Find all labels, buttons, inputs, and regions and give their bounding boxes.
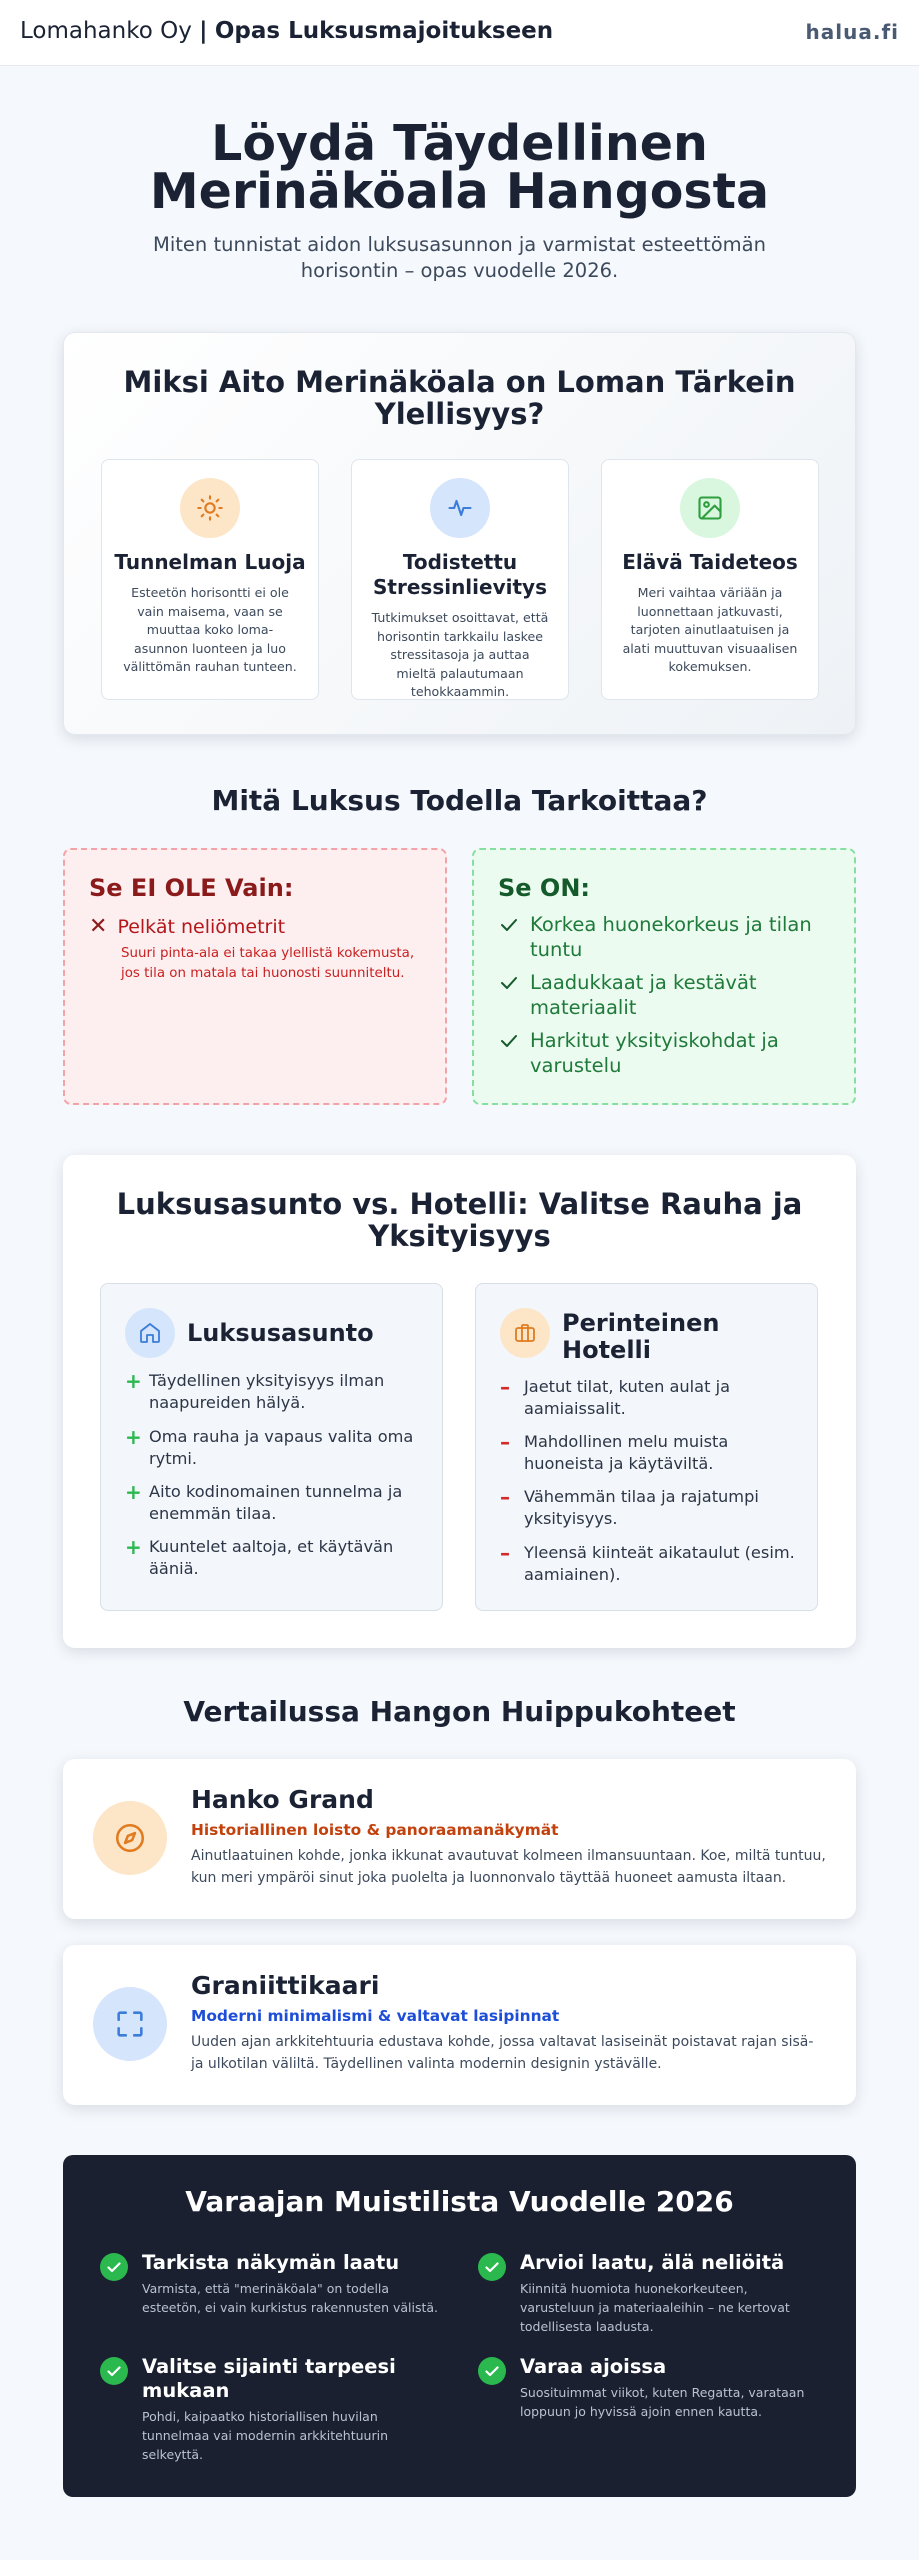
compass-icon <box>93 1801 167 1875</box>
briefcase-icon <box>500 1308 550 1358</box>
close-icon: ✕ <box>89 914 108 939</box>
feature-text: Esteetön horisontti ei ole vain maisema, vaan se muuttaa koko loma-asunnon luonteen ja luo välittömän rauhan tunteen. <box>123 585 297 674</box>
checklist-item <box>478 2251 818 2336</box>
company-name: Lomahanko Oy <box>20 18 192 44</box>
checklist-item <box>100 2355 440 2464</box>
pro-item <box>125 1370 424 1414</box>
sun-icon <box>180 478 240 538</box>
is-item-label: Harkitut yksityiskohdat ja varustelu <box>530 1029 779 1077</box>
pro-item-label: Aito kodinomainen tunnelma ja enemmän tilaa. <box>149 1482 403 1523</box>
destinations-title: Vertailussa Hangon Huippukohteet <box>183 1695 736 1728</box>
hero-subtitle: Miten tunnistat aidon luksusasunnon ja varmistat esteettömän horisontin – opas vuodelle 2026. <box>153 233 766 282</box>
checklist-item <box>478 2355 818 2421</box>
hero-title-line2: Merinäköala Hangosta <box>149 163 770 220</box>
feature-title: Todistettu Stressinlievitys <box>373 550 547 599</box>
feature-card <box>101 459 319 700</box>
hotel-title: Perinteinen Hotelli <box>562 1309 720 1364</box>
home-icon <box>125 1308 175 1358</box>
feature-title: Tunnelman Luoja <box>114 550 306 574</box>
hero-title <box>60 115 859 220</box>
plus-icon: + <box>125 1480 142 1504</box>
is-not-item <box>89 914 285 939</box>
is-item-label: Laadukkaat ja kestävät materiaalit <box>530 971 757 1019</box>
con-item-label: Vähemmän tilaa ja rajatumpi yksityisyys. <box>524 1487 759 1528</box>
is-not-title: Se EI OLE Vain: <box>89 874 294 902</box>
feature-text: Meri vaihtaa väriään ja luonnettaan jatkuvasti, tarjoten ainutlaatuisen ja alati muuttuvan visuaalisen kokemuksen. <box>622 585 798 674</box>
checklist-item-text: Varmista, että "merinäköala" on todella esteetön, ei vain kurkistus rakennusten välistä. <box>142 2281 439 2315</box>
image-icon <box>680 478 740 538</box>
is-item-label: Korkea huonekorkeus ja tilan tuntu <box>530 913 812 961</box>
check-icon <box>500 976 518 990</box>
check-icon <box>500 1034 518 1048</box>
hero-title-line1: Löydä Täydellinen <box>211 115 708 172</box>
expand-icon <box>93 1987 167 2061</box>
destination-card[interactable] <box>63 1759 856 1919</box>
minus-icon: – <box>500 1375 510 1399</box>
plus-icon: + <box>125 1369 142 1393</box>
pro-item-label: Kuuntelet aaltoja, et käytävän ääniä. <box>149 1537 394 1578</box>
con-item-label: Jaetut tilat, kuten aulat ja aamiaissalit. <box>524 1377 731 1418</box>
brand-separator: | <box>199 18 208 44</box>
apartment-title: Luksusasunto <box>187 1319 374 1347</box>
checklist-item-title: Valitse sijainti tarpeesi mukaan <box>142 2355 396 2402</box>
is-title: Se ON: <box>498 874 591 902</box>
pro-item <box>125 1536 424 1580</box>
is-not-note: Suuri pinta-ala ei takaa ylellistä kokemusta, jos tila on matala tai huonosti suunniteltu. <box>121 946 415 981</box>
con-item <box>500 1486 799 1530</box>
activity-icon <box>430 478 490 538</box>
check-icon <box>478 2357 506 2385</box>
checklist-item-title: Arvioi laatu, älä neliöitä <box>520 2251 785 2274</box>
pro-item-label: Täydellinen yksityisyys ilman naapureiden hälyä. <box>149 1371 385 1412</box>
why-title: Miksi Aito Merinäköala on Loman Tärkein Ylellisyys? <box>123 365 796 431</box>
site-link[interactable]: halua.fi <box>805 20 899 44</box>
pro-item <box>125 1481 424 1525</box>
check-icon <box>478 2253 506 2281</box>
minus-icon: – <box>500 1541 510 1565</box>
apartment-column <box>100 1283 443 1611</box>
pro-item-label: Oma rauha ja vapaus valita oma rytmi. <box>149 1427 414 1468</box>
feature-title: Elävä Taideteos <box>622 550 798 574</box>
checklist-item-text: Pohdi, kaipaatko historiallisen huvilan tunnelmaa vai modernin arkkitehtuurin selkeyttä. <box>142 2409 389 2462</box>
plus-icon: + <box>125 1535 142 1559</box>
minus-icon: – <box>500 1430 510 1454</box>
con-item <box>500 1542 799 1586</box>
check-icon <box>100 2357 128 2385</box>
checklist-item-text: Suosituimmat viikot, kuten Regatta, varataan loppuun jo hyvissä ajoin ennen kautta. <box>520 2385 805 2419</box>
destination-tagline: Historiallinen loisto & panoraamanäkymät <box>191 1821 559 1839</box>
con-item <box>500 1376 799 1420</box>
plus-icon: + <box>125 1425 142 1449</box>
feature-card <box>351 459 569 700</box>
con-item-label: Mahdollinen melu muista huoneista ja käytäviltä. <box>524 1432 729 1473</box>
checklist-item <box>100 2251 440 2317</box>
is-box <box>472 848 856 1105</box>
feature-card <box>601 459 819 700</box>
is-item <box>500 912 830 962</box>
con-item <box>500 1431 799 1475</box>
why-section <box>63 332 856 735</box>
destination-tagline: Moderni minimalismi & valtavat lasipinnat <box>191 2007 560 2025</box>
destination-name: Hanko Grand <box>191 1785 374 1814</box>
check-icon <box>500 918 518 932</box>
top-bar <box>0 0 919 66</box>
checklist-item-text: Kiinnitä huomiota huonekorkeuteen, varusteluun ja materiaaleihin – ne kertovat todellisesta laadusta. <box>520 2281 790 2334</box>
compare-section <box>63 1155 856 1648</box>
feature-text: Tutkimukset osoittavat, että horisontin tarkkailu laskee stressitasoja ja auttaa mieltä palautumaan tehokkaammin. <box>371 610 549 699</box>
destination-card[interactable] <box>63 1945 856 2105</box>
guide-title: Opas Luksusmajoitukseen <box>214 18 554 44</box>
compare-title: Luksusasunto vs. Hotelli: Valitse Rauha ja Yksityisyys <box>116 1187 803 1253</box>
is-item <box>500 1028 830 1078</box>
minus-icon: – <box>500 1485 510 1509</box>
is-item <box>500 970 830 1020</box>
pro-item <box>125 1426 424 1470</box>
brand <box>20 18 553 44</box>
meaning-title: Mitä Luksus Todella Tarkoittaa? <box>211 784 708 817</box>
checklist-title: Varaajan Muistilista Vuodelle 2026 <box>185 2185 734 2218</box>
hotel-column <box>475 1283 818 1611</box>
destination-name: Graniittikaari <box>191 1971 380 2000</box>
check-icon <box>100 2253 128 2281</box>
checklist-item-title: Varaa ajoissa <box>520 2355 667 2378</box>
is-not-item-label: Pelkät neliömetrit <box>117 916 286 938</box>
con-item-label: Yleensä kiinteät aikataulut (esim. aamiainen). <box>524 1543 795 1584</box>
destination-text: Ainutlaatuinen kohde, jonka ikkunat avautuvat kolmeen ilmansuuntaan. Koe, miltä tuntuu, kun meri ympäröi sinut joka puolelta ja luonnonvalo täyttää huoneet aamusta iltaan. <box>191 1848 826 1886</box>
destination-text: Uuden ajan arkkitehtuuria edustava kohde, jossa valtavat lasiseinät poistavat rajan sisä- ja ulkotilan väliltä. Täydellinen valinta modernin designin ystävälle. <box>191 2034 814 2072</box>
is-not-box <box>63 848 447 1105</box>
checklist-section <box>63 2155 856 2497</box>
checklist-item-title: Tarkista näkymän laatu <box>142 2251 400 2274</box>
